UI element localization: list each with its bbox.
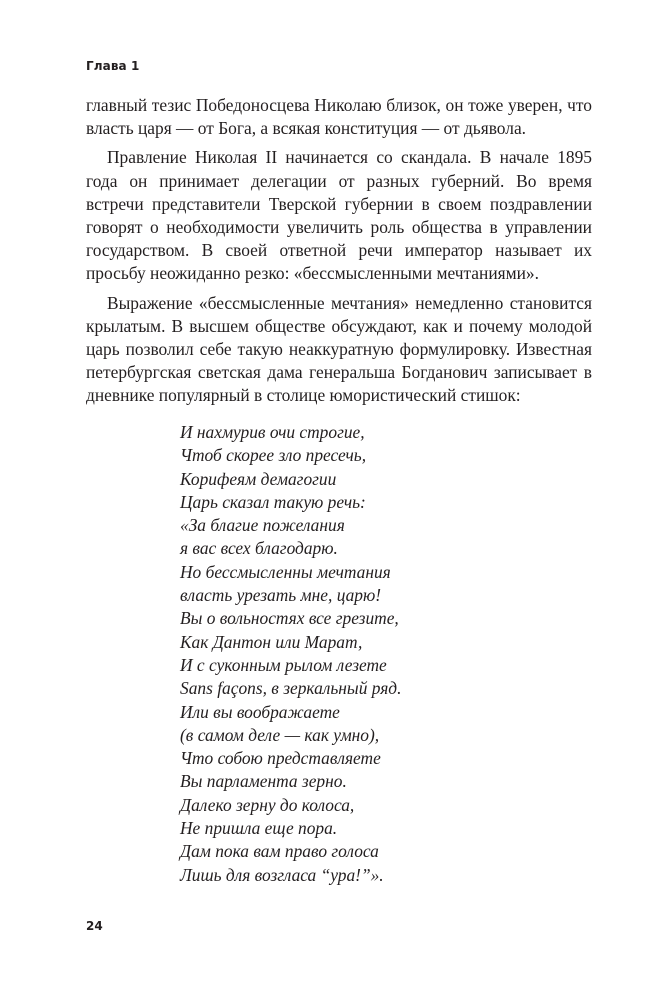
poem-line: Вы парламента зерно. <box>180 771 347 792</box>
poem-line: Корифеям демагогии <box>180 468 337 489</box>
poem-line: Лишь для возгласа “ура!”». <box>180 864 384 885</box>
poem-line: Чтоб скорее зло пресечь, <box>180 445 367 466</box>
poem-line: Sans façons, в зеркальный ряд. <box>180 678 402 699</box>
poem-line: Царь сказал такую речь: <box>180 491 366 512</box>
poem-line: Или вы воображаете <box>180 701 340 722</box>
poem-line: (в самом деле — как умно), <box>180 724 380 745</box>
poem-line: Вы о вольностях все грезите, <box>180 608 399 629</box>
chapter-header: Глава 1 <box>86 59 140 73</box>
paragraph: главный тезис Победоносцева Николаю близок, он тоже уверен, что власть царя — от Бога, а всякая конституция — от дьявола. <box>86 95 592 139</box>
poem-line: Что собою представляете <box>180 748 381 769</box>
poem-line: Дам пока вам право голоса <box>180 841 379 862</box>
poem-line: И нахмурив очи строгие, <box>180 422 365 442</box>
poem-line: я вас всех благодарю. <box>180 538 338 559</box>
poem-line: И с суконным рылом лезете <box>180 654 387 675</box>
poem <box>180 421 401 887</box>
paragraph: Выражение «бессмысленные мечтания» немедленно становится крылатым. В высшем обществе обсуждают, как и почему молодой царь позволил себе такую неаккуратную формулировку. Известная петербургская светская дама генеральша Богданович записывает в дневнике популярный в столице юмористический стишок: <box>86 292 592 406</box>
poem-line: Но бессмысленны мечтания <box>180 561 391 582</box>
poem-line: Далеко зерну до колоса, <box>180 794 355 815</box>
poem-line: власть урезать мне, царю! <box>180 585 382 606</box>
poem-line: Как Дантон или Марат, <box>180 631 363 652</box>
poem-line: «За благие пожелания <box>180 515 345 536</box>
paragraph: Правление Николая II начинается со скандала. В начале 1895 года он принимает делегации от разных губерний. Во время встречи представители Тверской губернии в своем поздравлении говорят о необходимости увеличить роль общества в управлении государством. В своей ответной речи император называет их просьбу неожиданно резко: «бессмысленными мечтаниями». <box>86 147 592 284</box>
page-number: 24 <box>86 919 103 933</box>
body-text <box>86 94 592 408</box>
poem-line: Не пришла еще пора. <box>180 818 338 839</box>
